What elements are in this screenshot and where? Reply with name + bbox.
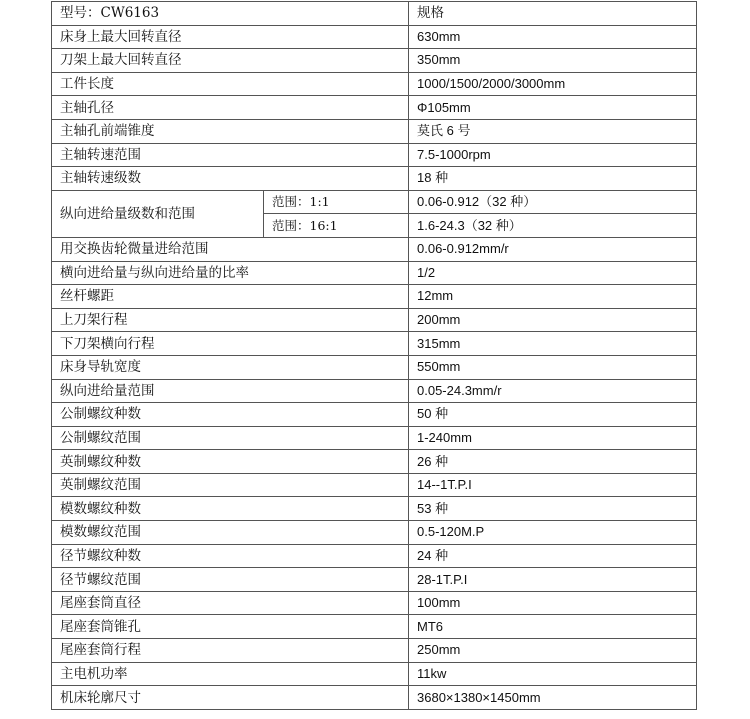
param-cell: 刀架上最大回转直径	[52, 49, 409, 73]
table-row	[52, 96, 697, 120]
value-cell: 1/2	[409, 261, 697, 285]
table-row	[52, 308, 697, 332]
value-cell: 1-240mm	[409, 426, 697, 450]
param-cell: 下刀架横向行程	[52, 332, 409, 356]
param-cell: 丝杆螺距	[52, 285, 409, 309]
param-cell: 主轴转速范围	[52, 143, 409, 167]
value-cell: 7.5-1000rpm	[409, 143, 697, 167]
value-cell: 14--1T.P.I	[409, 473, 697, 497]
value-cell: 200mm	[409, 308, 697, 332]
value-cell: 28-1T.P.I	[409, 568, 697, 592]
table-row	[52, 473, 697, 497]
table-row	[52, 450, 697, 474]
param-cell: 横向进给量与纵向进给量的比率	[52, 261, 409, 285]
param-cell: 模数螺纹种数	[52, 497, 409, 521]
model-header-cell: 型号：CW6163	[52, 2, 409, 26]
value-cell: 3680×1380×1450mm	[409, 686, 697, 710]
table-row	[52, 261, 697, 285]
value-cell: 18 种	[409, 167, 697, 191]
feed-range-value-cell: 0.06-0.912（32 种）	[409, 190, 697, 214]
param-cell: 主电机功率	[52, 662, 409, 686]
table-row	[52, 119, 697, 143]
table-row	[52, 497, 697, 521]
param-cell: 英制螺纹范围	[52, 473, 409, 497]
param-cell: 床身上最大回转直径	[52, 25, 409, 49]
feed-range-value-cell: 1.6-24.3（32 种）	[409, 214, 697, 238]
param-cell: 工件长度	[52, 72, 409, 96]
param-cell: 尾座套筒直径	[52, 591, 409, 615]
table-row	[52, 615, 697, 639]
feed-range-label-cell: 范围：16:1	[264, 214, 409, 238]
spec-header-cell: 规格	[409, 2, 697, 26]
param-cell: 用交换齿轮微量进给范围	[52, 237, 409, 261]
param-cell: 径节螺纹范围	[52, 568, 409, 592]
table-row	[52, 521, 697, 545]
value-cell: 1000/1500/2000/3000mm	[409, 72, 697, 96]
spec-table	[51, 1, 697, 710]
param-cell: 公制螺纹范围	[52, 426, 409, 450]
param-cell: 英制螺纹种数	[52, 450, 409, 474]
table-row	[52, 403, 697, 427]
value-cell: 250mm	[409, 639, 697, 663]
value-cell: 350mm	[409, 49, 697, 73]
value-cell: 550mm	[409, 355, 697, 379]
table-row	[52, 237, 697, 261]
table-row	[52, 639, 697, 663]
value-cell: 53 种	[409, 497, 697, 521]
spec-table-body	[52, 2, 697, 710]
feed-group-row	[52, 190, 697, 214]
table-row	[52, 662, 697, 686]
param-cell: 主轴孔径	[52, 96, 409, 120]
param-cell: 尾座套筒锥孔	[52, 615, 409, 639]
value-cell: 24 种	[409, 544, 697, 568]
feed-range-label-cell: 范围：1:1	[264, 190, 409, 214]
param-cell: 公制螺纹种数	[52, 403, 409, 427]
value-cell: 莫氏 6 号	[409, 119, 697, 143]
value-cell: 0.05-24.3mm/r	[409, 379, 697, 403]
header-row	[52, 2, 697, 26]
table-row	[52, 143, 697, 167]
value-cell: 315mm	[409, 332, 697, 356]
value-cell: 50 种	[409, 403, 697, 427]
table-row	[52, 25, 697, 49]
table-row	[52, 285, 697, 309]
table-row	[52, 167, 697, 191]
param-cell: 纵向进给量范围	[52, 379, 409, 403]
value-cell: 0.5-120M.P	[409, 521, 697, 545]
table-row	[52, 379, 697, 403]
param-cell: 模数螺纹范围	[52, 521, 409, 545]
value-cell: 12mm	[409, 285, 697, 309]
table-row	[52, 686, 697, 710]
table-row	[52, 591, 697, 615]
param-cell: 上刀架行程	[52, 308, 409, 332]
feed-group-param-cell: 纵向进给量级数和范围	[52, 190, 264, 237]
param-cell: 床身导轨宽度	[52, 355, 409, 379]
table-row	[52, 49, 697, 73]
param-cell: 径节螺纹种数	[52, 544, 409, 568]
value-cell: 0.06-0.912mm/r	[409, 237, 697, 261]
value-cell: 630mm	[409, 25, 697, 49]
param-cell: 尾座套筒行程	[52, 639, 409, 663]
table-row	[52, 544, 697, 568]
value-cell: MT6	[409, 615, 697, 639]
table-row	[52, 426, 697, 450]
table-row	[52, 332, 697, 356]
param-cell: 机床轮廓尺寸	[52, 686, 409, 710]
param-cell: 主轴转速级数	[52, 167, 409, 191]
param-cell: 主轴孔前端锥度	[52, 119, 409, 143]
value-cell: 26 种	[409, 450, 697, 474]
value-cell: Φ105mm	[409, 96, 697, 120]
table-row	[52, 355, 697, 379]
value-cell: 11kw	[409, 662, 697, 686]
value-cell: 100mm	[409, 591, 697, 615]
table-row	[52, 72, 697, 96]
table-row	[52, 568, 697, 592]
